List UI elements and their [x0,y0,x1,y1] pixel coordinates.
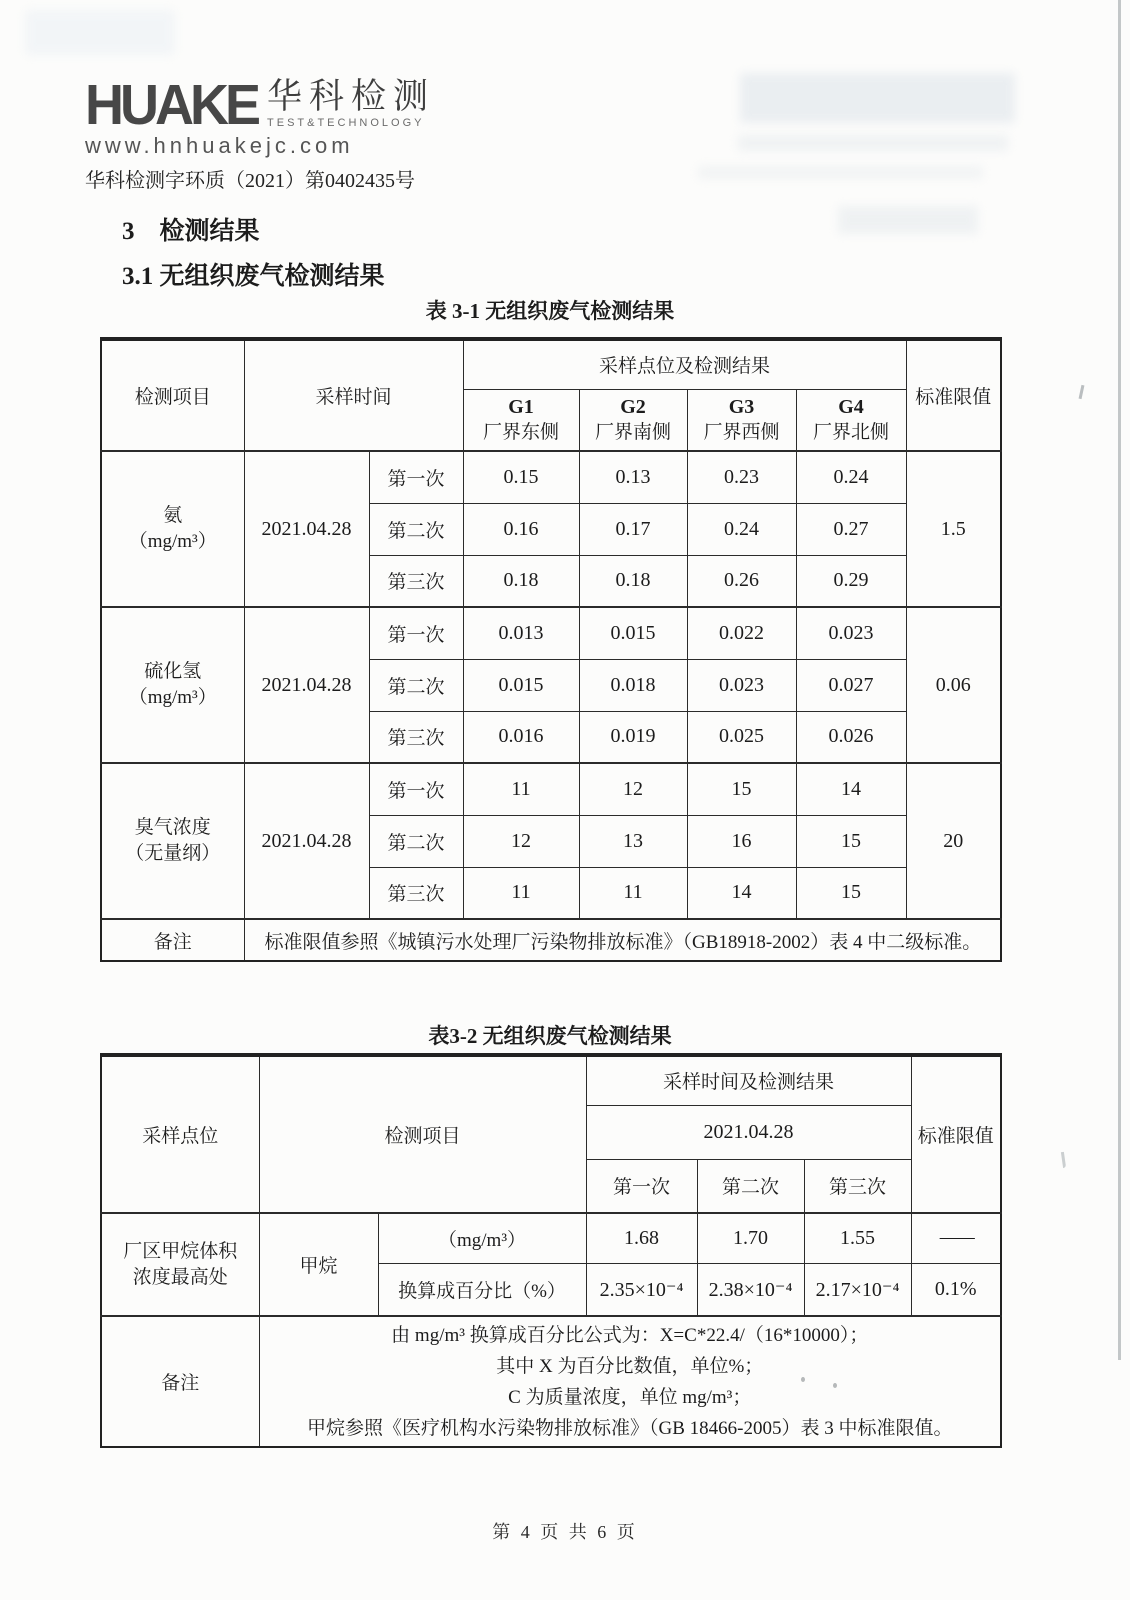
seq-cell: 第二次 [369,503,463,555]
data-cell: 0.015 [579,607,687,659]
seq-cell: 第二次 [369,659,463,711]
note-label: 备注 [101,919,244,961]
data-cell: 0.27 [796,503,906,555]
data-cell: 0.18 [463,555,579,607]
data-cell: 1.68 [586,1213,697,1263]
data-cell: 11 [579,867,687,919]
scan-ghost-bleedthrough [738,135,1008,151]
scan-ghost-bleedthrough [25,10,175,55]
data-cell: 13 [579,815,687,867]
data-cell: 0.023 [796,607,906,659]
header-cell-time-results: 采样时间及检测结果 [586,1055,911,1105]
seq-cell: 第二次 [369,815,463,867]
data-cell: 11 [463,867,579,919]
company-tagline: TEST&TECHNOLOGY [267,117,425,129]
point-header-g3: G3 厂界西侧 [687,389,796,451]
data-cell: 0.26 [687,555,796,607]
data-cell: 1.70 [697,1213,804,1263]
data-cell: 16 [687,815,796,867]
point-cell: 厂区甲烷体积 浓度最高处 [101,1213,259,1316]
header-cell-item: 检测项目 [101,339,244,451]
point-header-g4: G4 厂界北侧 [796,389,906,451]
data-cell: 2.17×10⁻⁴ [804,1263,911,1316]
item-cell-h2s: 硫化氢 （mg/m³） [101,607,244,763]
data-cell: 0.027 [796,659,906,711]
scan-speck [1079,385,1085,399]
huake-logo: HUAKE [85,73,258,137]
data-cell: 0.025 [687,711,796,763]
scan-ghost-bleedthrough [698,166,983,179]
point-header-g2: G2 厂界南侧 [579,389,687,451]
data-cell: 0.29 [796,555,906,607]
header-cell-limit: 标准限值 [911,1055,1001,1213]
seq-header: 第一次 [586,1159,697,1213]
seq-cell: 第一次 [369,607,463,659]
data-cell: 0.24 [687,503,796,555]
limit-cell: 1.5 [906,451,1001,607]
item-cell-ammonia: 氨 （mg/m³） [101,451,244,607]
data-cell: 0.013 [463,607,579,659]
document-number: 华科检测字环质（2021）第0402435号 [85,170,415,192]
seq-cell: 第三次 [369,555,463,607]
company-name-cn: 华科检测 [267,77,436,116]
table-3-1-title: 表 3-1 无组织废气检测结果 [425,299,675,323]
company-letterhead [85,73,436,159]
param-cell: （mg/m³） [378,1213,586,1263]
date-cell: 2021.04.28 [244,451,369,607]
page-indicator: 第 4 页 共 6 页 [492,1522,638,1542]
note-cell: 标准限值参照《城镇污水处理厂污染物排放标准》（GB18918-2002）表 4 中二级标准。 [244,919,1001,961]
seq-cell: 第一次 [369,763,463,815]
limit-cell: 20 [906,763,1001,919]
item-cell-methane: 甲烷 [259,1213,378,1316]
header-cell-sampling-time: 采样时间 [244,339,463,451]
data-cell: 0.23 [687,451,796,503]
data-cell: 0.023 [687,659,796,711]
seq-cell: 第三次 [369,867,463,919]
header-cell-limit: 标准限值 [906,339,1001,451]
date-cell: 2021.04.28 [244,607,369,763]
data-cell: 0.016 [463,711,579,763]
item-cell-odor: 臭气浓度 （无量纲） [101,763,244,919]
param-cell: 换算成百分比（%） [378,1263,586,1316]
scan-ghost-bleedthrough [740,73,1015,123]
section-heading: 3 检测结果 [122,218,260,245]
data-cell: 0.18 [579,555,687,607]
limit-cell: 0.06 [906,607,1001,763]
data-cell: 15 [687,763,796,815]
scan-ghost-bleedthrough [838,206,978,234]
data-cell: 0.015 [463,659,579,711]
seq-cell: 第三次 [369,711,463,763]
scan-speck [1061,1152,1066,1168]
data-cell: 0.13 [579,451,687,503]
seq-header: 第二次 [697,1159,804,1213]
subsection-heading: 3.1 无组织废气检测结果 [122,263,385,290]
data-cell: 12 [579,763,687,815]
data-cell: 0.018 [579,659,687,711]
data-cell: 14 [687,867,796,919]
company-website: www.hnhuakejc.com [85,133,354,158]
data-cell: 2.35×10⁻⁴ [586,1263,697,1316]
seq-cell: 第一次 [369,451,463,503]
data-cell: 0.16 [463,503,579,555]
date-cell: 2021.04.28 [244,763,369,919]
data-cell: 0.019 [579,711,687,763]
limit-cell: 0.1% [911,1263,1001,1316]
scan-page-edge-line [1118,0,1121,1360]
header-cell-item: 检测项目 [259,1055,586,1213]
seq-header: 第三次 [804,1159,911,1213]
table-3-2-title: 表3-2 无组织废气检测结果 [428,1024,672,1048]
data-cell: 0.24 [796,451,906,503]
data-cell: 14 [796,763,906,815]
point-header-g1: G1 厂界东侧 [463,389,579,451]
limit-cell: —— [911,1213,1001,1263]
table-3-1 [100,337,1002,962]
data-cell: 0.15 [463,451,579,503]
data-cell: 0.022 [687,607,796,659]
data-cell: 1.55 [804,1213,911,1263]
data-cell: 0.17 [579,503,687,555]
data-cell: 2.38×10⁻⁴ [697,1263,804,1316]
note-cell: 由 mg/m³ 换算成百分比公式为：X=C*22.4/（16*10000）； 其中 X 为百分比数值，单位%； C 为质量浓度，单位 mg/m³； 甲烷参照《医疗机构水污染物排放标准》（GB 18466-2005）表 3 中标准限值。 [259,1316,1001,1447]
header-cell-point: 采样点位 [101,1055,259,1213]
data-cell: 15 [796,815,906,867]
table-3-2 [100,1053,1002,1448]
data-cell: 15 [796,867,906,919]
data-cell: 11 [463,763,579,815]
header-cell-date: 2021.04.28 [586,1105,911,1159]
data-cell: 12 [463,815,579,867]
header-cell-points-results: 采样点位及检测结果 [463,339,906,389]
note-label: 备注 [101,1316,259,1447]
data-cell: 0.026 [796,711,906,763]
